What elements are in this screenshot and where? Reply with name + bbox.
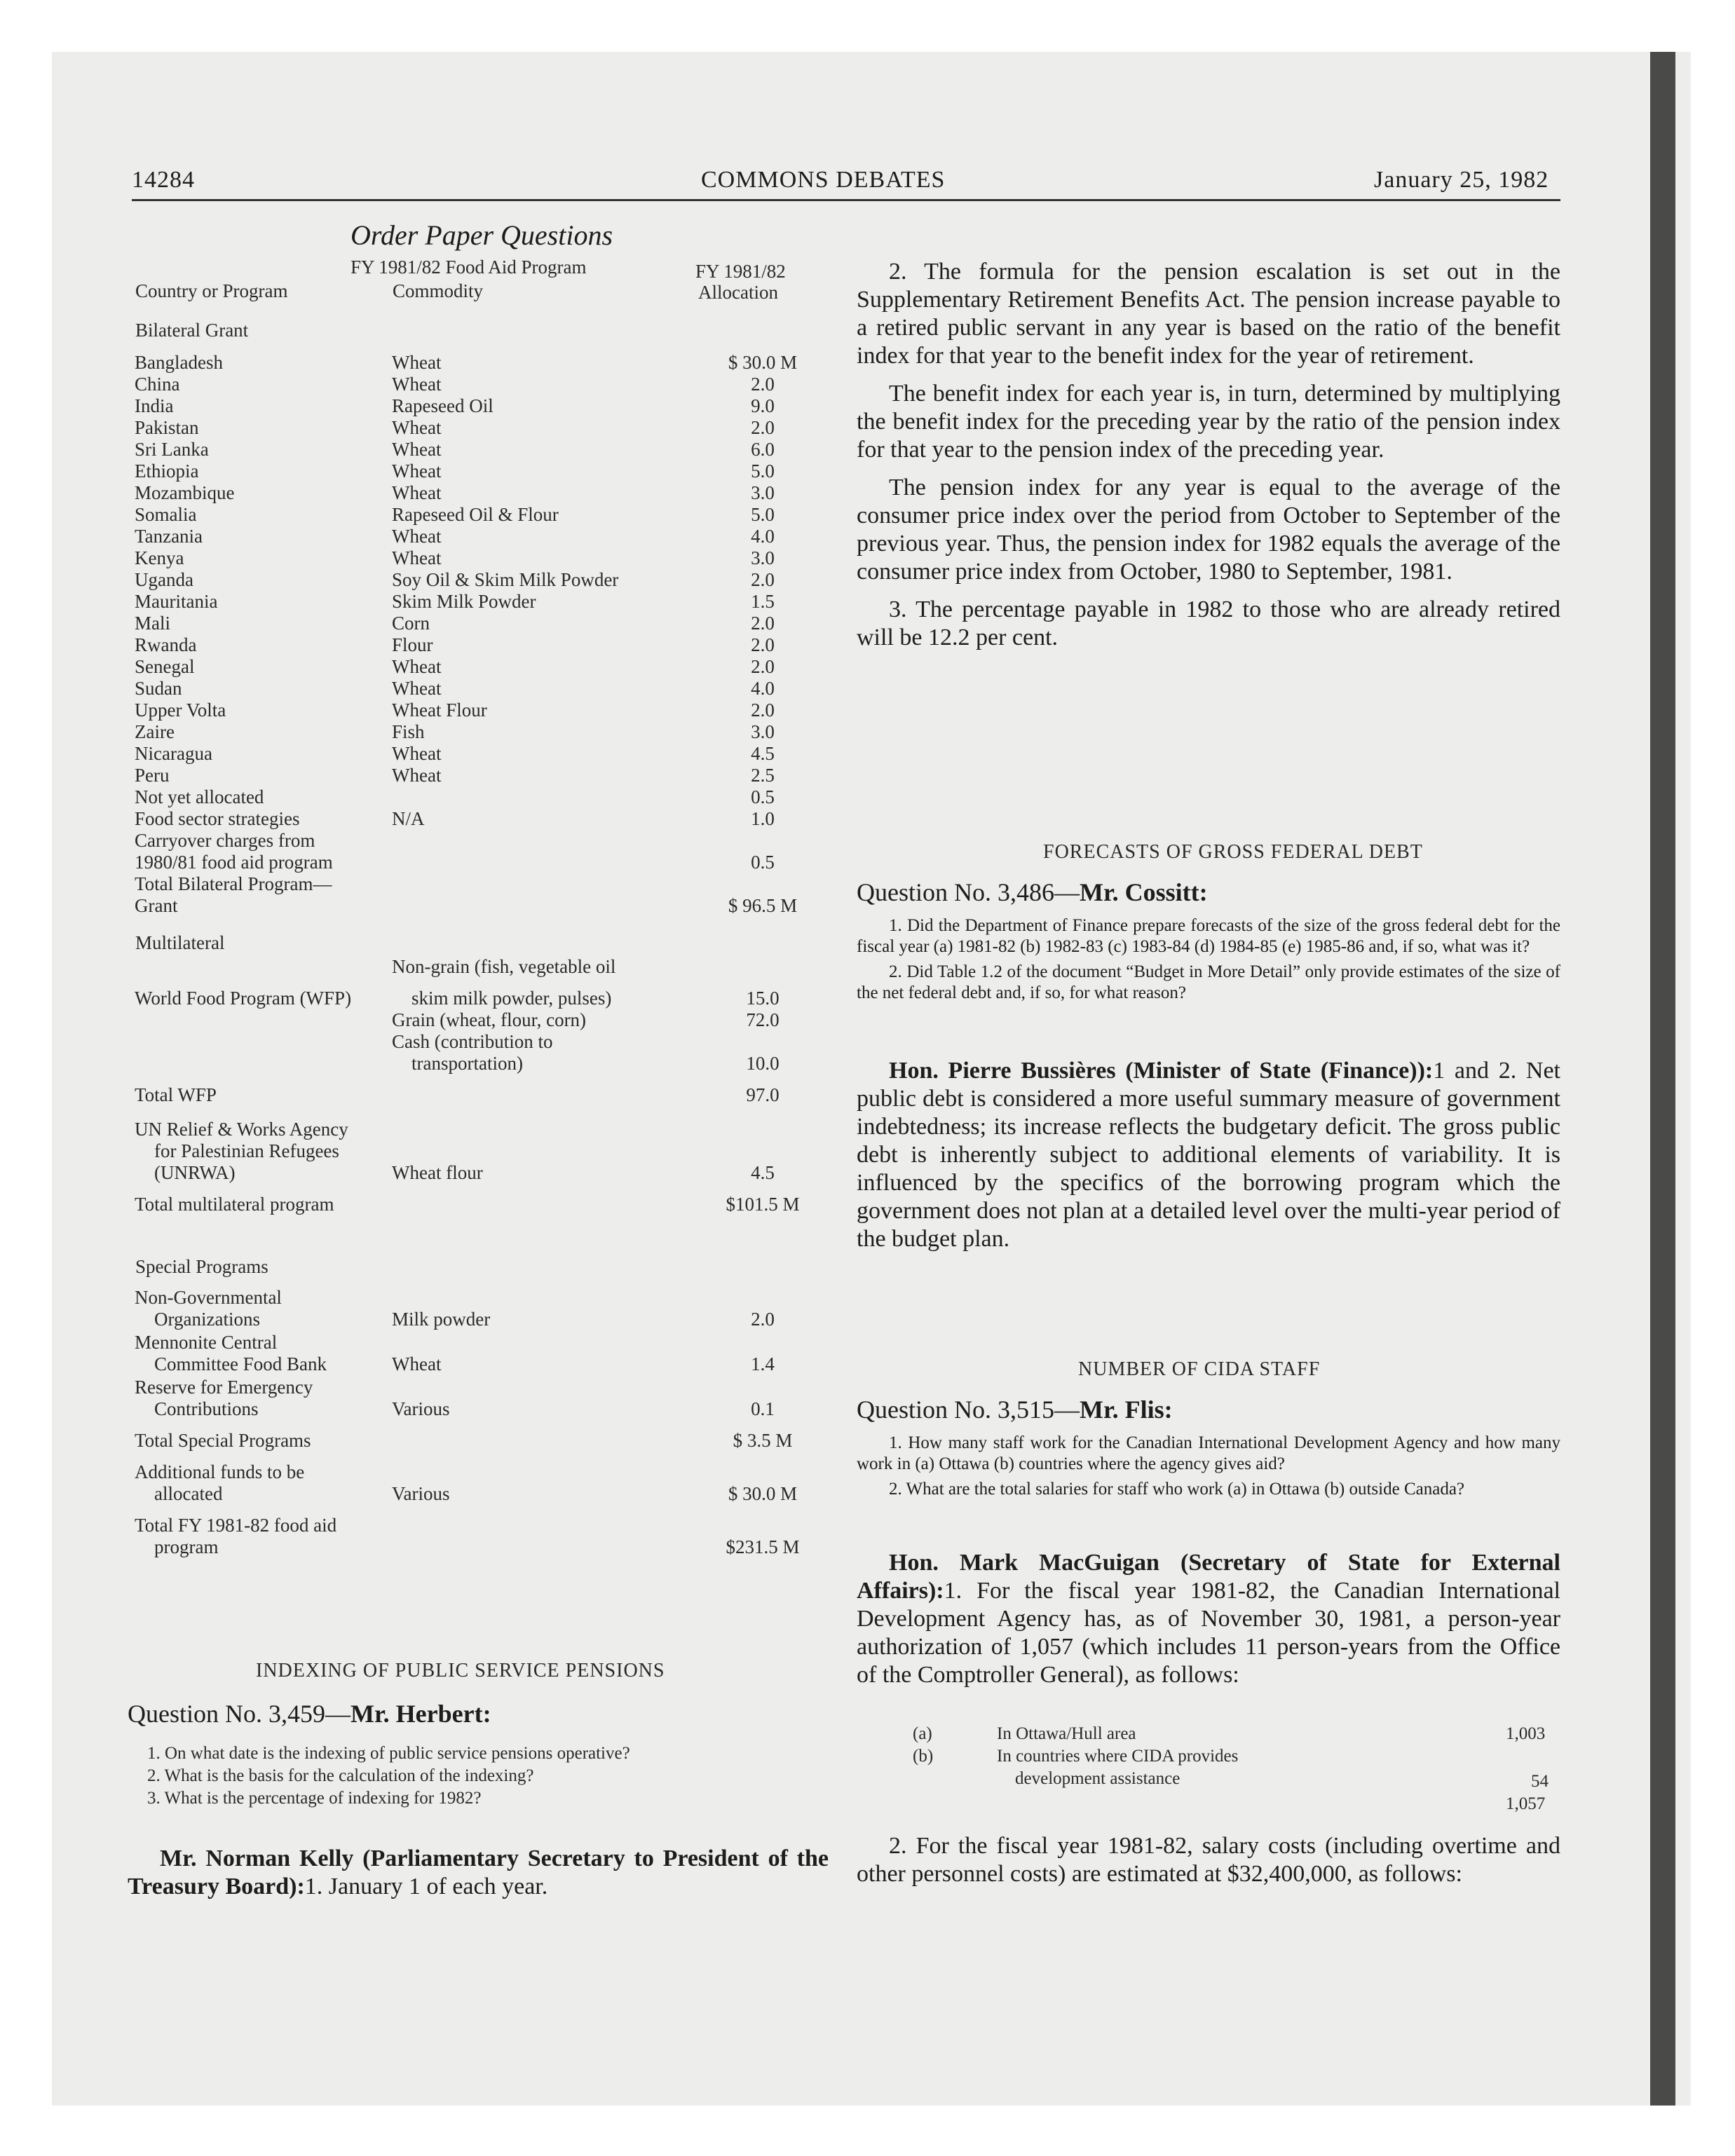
commodity-cell: Milk powder — [392, 1309, 491, 1330]
country-cell: UN Relief & Works Agency — [135, 1119, 348, 1140]
table-row — [132, 504, 847, 526]
allocation-cell: 3.0 — [751, 721, 775, 742]
country-cell: Nicaragua — [135, 743, 212, 764]
table-row — [132, 743, 847, 765]
commodity-cell: Rapeseed Oil — [392, 395, 494, 416]
country-cell: World Food Program (WFP) — [135, 988, 352, 1009]
table-row — [132, 786, 847, 808]
country-cell: Food sector strategies — [135, 808, 300, 829]
country-cell: Zaire — [135, 721, 175, 742]
country-cell: Carryover charges from — [135, 830, 315, 851]
country-cell: Mauritania — [135, 591, 218, 612]
country-cell: Senegal — [135, 656, 195, 677]
table-row — [132, 1162, 847, 1184]
table-row — [132, 1194, 847, 1215]
country-cell: Bangladesh — [135, 352, 223, 373]
country-cell: Sri Lanka — [135, 439, 209, 460]
debt-answer — [857, 1057, 1560, 1263]
debt-answer-speaker: Hon. Pierre Bussières (Minister of State (Finance)): — [889, 1058, 1434, 1084]
table-row — [132, 1461, 847, 1483]
pensions-question-1: 1. On what date is the indexing of public service pensions operative? — [147, 1744, 630, 1763]
allocation-cell: 0.5 — [751, 852, 775, 873]
table-row — [132, 352, 847, 374]
table-row — [132, 765, 847, 786]
table-row — [132, 1332, 847, 1353]
allocation-cell: 72.0 — [746, 1009, 780, 1030]
commodity-cell: Wheat — [392, 678, 442, 699]
country-cell: Peru — [135, 765, 170, 786]
country-cell: China — [135, 374, 180, 395]
commodity-cell: Wheat — [392, 743, 442, 764]
country-cell: Committee Food Bank — [154, 1353, 327, 1374]
question-text: 2. What are the total salaries for staff who work (a) in Ottawa (b) outside Canada? — [889, 1480, 1465, 1499]
allocation-cell: 4.0 — [751, 526, 775, 547]
publication-title: COMMONS DEBATES — [701, 167, 946, 193]
cida-answer-speaker: Hon. Mark MacGuigan (Secretary of State for External Affairs): — [857, 1550, 1560, 1604]
allocation-cell: 2.0 — [751, 1309, 775, 1330]
section-title: Order Paper Questions — [351, 219, 613, 251]
commodity-cell: Wheat — [392, 1353, 442, 1374]
country-cell: India — [135, 395, 174, 416]
staff-value-b: 54 — [1531, 1772, 1549, 1791]
table-program-title: FY 1981/82 Food Aid Program — [351, 257, 587, 278]
allocation-cell: 2.0 — [751, 374, 775, 395]
commodity-cell: Wheat — [392, 765, 442, 786]
paragraph: 3. The percentage payable in 1982 to those who are already retired will be 12.2 per cent. — [857, 596, 1560, 650]
table-row — [132, 808, 847, 830]
country-cell: Sudan — [135, 678, 182, 699]
table-row — [132, 1119, 847, 1140]
table-row — [132, 634, 847, 656]
country-cell: for Palestinian Refugees — [154, 1140, 339, 1161]
table-row — [132, 1140, 847, 1162]
pensions-answer-continued — [857, 258, 1560, 662]
commodity-cell: Rapeseed Oil & Flour — [392, 504, 559, 525]
allocation-cell: 4.5 — [751, 1162, 775, 1183]
table-row — [132, 1309, 847, 1330]
commodity-cell: Cash (contribution to — [392, 1031, 553, 1052]
commodity-cell: Wheat — [392, 417, 442, 438]
allocation-cell: 2.0 — [751, 700, 775, 721]
table-row — [132, 482, 847, 504]
commodity-cell: Wheat — [392, 656, 442, 677]
allocation-cell: 2.0 — [751, 569, 775, 590]
country-cell: Ethiopia — [135, 460, 199, 482]
pensions-answer — [128, 1845, 829, 1911]
allocation-cell: 3.0 — [751, 547, 775, 568]
country-cell: program — [154, 1536, 219, 1557]
debt-answer-text: 1 and 2. Net public debt is considered a more useful summary measure of government indebtedness; its increase reflects the budgetary deficit. The gross public debt is inherently subject to additional elements of variability. It is influenced by the specifics of the borrowing program which the government does not plan at a detailed level over the multi-year period of the budget plan. — [857, 1058, 1560, 1252]
paragraph: 2. For the fiscal year 1981-82, salary costs (including overtime and other personnel costs) are estimated at $32,400,000, as follows: — [857, 1833, 1560, 1887]
allocation-cell: $ 3.5 M — [733, 1430, 793, 1451]
commodity-cell: Soy Oil & Skim Milk Powder — [392, 569, 619, 590]
table-row — [132, 1353, 847, 1375]
commodity-cell: N/A — [392, 808, 425, 829]
allocation-cell: 0.1 — [751, 1398, 775, 1419]
paragraph: The pension index for any year is equal to the average of the consumer price index over the period from October to September of the previous year. Thus, the pension index for 1982 equals the average of the consumer price index from October, 1980 to September, 1981. — [857, 475, 1560, 585]
allocation-cell: 5.0 — [751, 460, 775, 482]
allocation-cell: 6.0 — [751, 439, 775, 460]
country-cell: (UNRWA) — [154, 1162, 236, 1183]
commodity-cell: Corn — [392, 613, 430, 634]
table-header-country: Country or Program — [135, 280, 288, 301]
pensions-answer-text: 1. January 1 of each year. — [304, 1874, 548, 1899]
allocation-cell: 2.0 — [751, 613, 775, 634]
table-row — [132, 721, 847, 743]
table-row — [132, 830, 847, 852]
staff-key-b: (b) — [913, 1747, 934, 1766]
table-header-allocation: Allocation — [698, 282, 778, 303]
commodity-cell: Skim Milk Powder — [392, 591, 536, 612]
table-row — [132, 1009, 847, 1031]
allocation-cell: 10.0 — [746, 1053, 780, 1074]
commodity-cell: Non-grain (fish, vegetable oil — [392, 956, 616, 977]
pensions-question-3: 3. What is the percentage of indexing for 1982? — [147, 1789, 482, 1808]
debt-question-heading: Question No. 3,486—Mr. Cossitt: — [857, 878, 1208, 906]
country-cell: allocated — [154, 1483, 223, 1504]
country-cell: Not yet allocated — [135, 786, 264, 807]
country-cell: Grant — [135, 895, 178, 916]
allocation-cell: 3.0 — [751, 482, 775, 503]
pensions-question-2: 2. What is the basis for the calculation of the indexing? — [147, 1766, 534, 1785]
country-cell: Kenya — [135, 547, 184, 568]
page-date: January 25, 1982 — [1374, 167, 1549, 193]
pensions-question-heading: Question No. 3,459—Mr. Herbert: — [128, 1700, 491, 1728]
country-cell: Total WFP — [135, 1084, 217, 1105]
cida-question-heading: Question No. 3,515—Mr. Flis: — [857, 1396, 1173, 1424]
staff-value-a: 1,003 — [1506, 1724, 1546, 1743]
table-header-commodity: Commodity — [393, 280, 484, 301]
commodity-cell: Fish — [392, 721, 425, 742]
country-cell: Pakistan — [135, 417, 199, 438]
allocation-cell: $ 30.0 M — [728, 352, 798, 373]
country-cell: Somalia — [135, 504, 197, 525]
table-row — [132, 700, 847, 721]
table-row — [132, 374, 847, 395]
table-row — [132, 1483, 847, 1505]
country-cell: Total multilateral program — [135, 1194, 334, 1215]
table-row — [132, 1515, 847, 1536]
allocation-cell: $101.5 M — [726, 1194, 800, 1215]
staff-total: 1,057 — [1506, 1794, 1546, 1813]
allocation-cell: 1.4 — [751, 1353, 775, 1374]
country-cell: Upper Volta — [135, 700, 226, 721]
table-header-fy: FY 1981/82 — [695, 261, 786, 282]
allocation-cell: $ 96.5 M — [728, 895, 798, 916]
staff-label-a: In Ottawa/Hull area — [997, 1724, 1136, 1743]
commodity-cell: Various — [392, 1398, 450, 1419]
table-row — [132, 526, 847, 547]
country-cell: Rwanda — [135, 634, 197, 655]
allocation-cell: 1.0 — [751, 808, 775, 829]
header-rule — [132, 199, 1560, 201]
table-row — [132, 1053, 847, 1074]
commodity-cell: Wheat — [392, 374, 442, 395]
cida-answer — [857, 1549, 1560, 1699]
question-text: 1. How many staff work for the Canadian International Development Agency and how many work in (a) Ottawa (b) countries where the agency gives aid? — [857, 1433, 1560, 1473]
commodity-cell: Flour — [392, 634, 433, 655]
commodity-cell: Wheat flour — [392, 1162, 483, 1183]
paragraph: 2. The formula for the pension escalation is set out in the Supplementary Retirement Benefits Act. The pension increase payable to a retired public servant in any year is based on the ratio of the benefit index for that year to the benefit index for the year of retirement. — [857, 259, 1560, 369]
table-row — [132, 547, 847, 569]
table-row — [132, 1287, 847, 1309]
allocation-cell: 2.0 — [751, 417, 775, 438]
allocation-cell: 2.0 — [751, 656, 775, 677]
commodity-cell: Wheat — [392, 352, 442, 373]
table-row — [132, 1084, 847, 1106]
table-row — [132, 395, 847, 417]
page-number: 14284 — [132, 167, 195, 193]
table-row — [132, 591, 847, 613]
commodity-cell: Various — [392, 1483, 450, 1504]
commodity-cell: Wheat — [392, 439, 442, 460]
country-cell: Organizations — [154, 1309, 260, 1330]
allocation-cell: 0.5 — [751, 786, 775, 807]
country-cell: Total Special Programs — [135, 1430, 311, 1451]
debt-questions — [857, 915, 1560, 1008]
table-row — [132, 678, 847, 700]
country-cell: Total Bilateral Program— — [135, 873, 332, 894]
allocation-cell: $ 30.0 M — [728, 1483, 798, 1504]
allocation-cell: 4.5 — [751, 743, 775, 764]
staff-label-b: In countries where CIDA provides — [997, 1747, 1239, 1766]
commodity-cell: transportation) — [411, 1053, 523, 1074]
allocation-cell: 15.0 — [746, 988, 780, 1009]
table-row — [132, 1398, 847, 1420]
cida-answer-text: 1. For the fiscal year 1981-82, the Canadian International Development Agency has, as of November 30, 1981, a person-year authorization of 1,057 (which includes 11 person-years from the Office of the Comptroller General), as follows: — [857, 1578, 1560, 1688]
country-cell: Reserve for Emergency — [135, 1377, 313, 1398]
special-programs-label: Special Programs — [135, 1256, 268, 1277]
cida-heading: NUMBER OF CIDA STAFF — [1078, 1358, 1321, 1380]
commodity-cell: Grain (wheat, flour, corn) — [392, 1009, 587, 1030]
commodity-cell: skim milk powder, pulses) — [411, 988, 612, 1009]
allocation-cell: $231.5 M — [726, 1536, 800, 1557]
country-cell: Mennonite Central — [135, 1332, 278, 1353]
commodity-cell: Wheat — [392, 526, 442, 547]
commodity-cell: Wheat Flour — [392, 700, 487, 721]
table-row — [132, 1430, 847, 1452]
page-edge-shadow — [1650, 52, 1675, 2106]
allocation-cell: 5.0 — [751, 504, 775, 525]
commodity-cell: Wheat — [392, 482, 442, 503]
country-cell: Mali — [135, 613, 170, 634]
table-row — [132, 613, 847, 634]
allocation-cell: 4.0 — [751, 678, 775, 699]
table-row — [132, 439, 847, 460]
staff-label-b-cont: development assistance — [1015, 1769, 1181, 1788]
country-cell: Tanzania — [135, 526, 203, 547]
country-cell: Additional funds to be — [135, 1461, 305, 1482]
bilateral-grant-label: Bilateral Grant — [135, 320, 249, 341]
table-row — [132, 1031, 847, 1053]
table-row — [132, 956, 847, 978]
table-row — [132, 1377, 847, 1398]
allocation-cell: 97.0 — [746, 1084, 780, 1105]
table-row — [132, 852, 847, 873]
country-cell: Contributions — [154, 1398, 259, 1419]
country-cell: Mozambique — [135, 482, 235, 503]
table-row — [132, 460, 847, 482]
table-row — [132, 873, 847, 895]
table-row — [132, 656, 847, 678]
multilateral-label: Multilateral — [135, 932, 225, 953]
staff-key-a: (a) — [913, 1724, 932, 1743]
pensions-heading: INDEXING OF PUBLIC SERVICE PENSIONS — [256, 1660, 665, 1681]
commodity-cell: Wheat — [392, 547, 442, 568]
allocation-cell: 2.0 — [751, 634, 775, 655]
table-row — [132, 988, 847, 1009]
country-cell: 1980/81 food aid program — [135, 852, 333, 873]
country-cell: Uganda — [135, 569, 193, 590]
table-row — [132, 569, 847, 591]
country-cell: Non-Governmental — [135, 1287, 282, 1308]
allocation-cell: 2.5 — [751, 765, 775, 786]
cida-salary-answer — [857, 1832, 1560, 1898]
table-row — [132, 1536, 847, 1558]
table-row — [132, 895, 847, 917]
question-text: 2. Did Table 1.2 of the document “Budget in More Detail” only provide estimates of the size of the net federal debt and, if so, for what reason? — [857, 962, 1560, 1002]
cida-questions — [857, 1433, 1560, 1504]
question-text: 1. Did the Department of Finance prepare forecasts of the size of the gross federal debt for the fiscal year (a) 1981-82 (b) 1982-83 (c) 1983-84 (d) 1984-85 (e) 1985-86 and, if so, what was it? — [857, 916, 1560, 956]
paragraph: The benefit index for each year is, in turn, determined by multiplying the benefit index for the preceding year by the ratio of the pension index for that year to the pension index of the preceding year. — [857, 381, 1560, 463]
commodity-cell: Wheat — [392, 460, 442, 482]
allocation-cell: 9.0 — [751, 395, 775, 416]
table-row — [132, 417, 847, 439]
debt-heading: FORECASTS OF GROSS FEDERAL DEBT — [1043, 841, 1423, 863]
country-cell: Total FY 1981-82 food aid — [135, 1515, 337, 1536]
allocation-cell: 1.5 — [751, 591, 775, 612]
pensions-answer-speaker: Mr. Norman Kelly (Parliamentary Secretary to President of the Treasury Board): — [128, 1845, 829, 1899]
